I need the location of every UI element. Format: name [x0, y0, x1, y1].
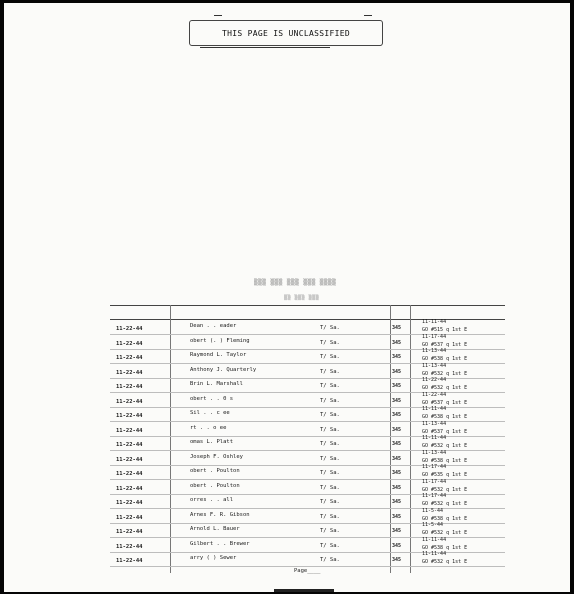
row-org-code: 345: [392, 368, 402, 375]
row-grade: T/ Sa.: [320, 383, 340, 389]
row-org-code: 345: [392, 513, 402, 520]
row-name: obert . Poulton: [190, 482, 240, 489]
row-order-ref: GO #538 q 1st E: [422, 544, 468, 551]
row-order-date: 11-5-44: [422, 507, 444, 514]
row-date: 11-22-44: [116, 355, 143, 361]
faded-heading: ▒▒▒ ▒▒▒ ▒▒▒ ▒▒▒ ▒▒▒▒: [254, 279, 337, 286]
row-order-date: 11-11-44: [422, 406, 447, 412]
row-date: 11-22-44: [116, 413, 143, 419]
row-date: 11-22-44: [116, 500, 143, 506]
row-grade: T/ Sa.: [320, 470, 340, 476]
row-order-date: 11-11-44: [422, 536, 447, 543]
row-name: obert . Poulton: [190, 468, 240, 474]
row-order-ref: GO #538 q 1st E: [422, 414, 468, 420]
row-name: orres . . all: [190, 497, 234, 503]
row-name: Arnes F. R. Gibson: [190, 511, 250, 518]
row-order-ref: GO #532 q 1st E: [422, 443, 468, 449]
row-order-date: 11-17-44: [422, 478, 447, 485]
row-date: 11-22-44: [116, 529, 143, 535]
row-order-date: 11-11-44: [422, 319, 447, 325]
scratch-mark: [274, 589, 334, 592]
row-org-code: 345: [392, 426, 402, 433]
row-grade: T/ Sa.: [320, 499, 340, 505]
row-order-date: 11-22-44: [422, 391, 447, 398]
page-footer: Page____: [294, 568, 321, 574]
row-date: 11-22-44: [116, 456, 143, 463]
row-grade: T/ Sa.: [320, 426, 340, 433]
row-grade: T/ Sa.: [320, 354, 340, 360]
row-name: obert (. ) Fleming: [190, 337, 250, 344]
row-grade: T/ Sa.: [320, 339, 340, 346]
row-org-code: 345: [392, 412, 402, 418]
row-name: rt . . o ee: [190, 424, 227, 431]
scratch-mark: [200, 47, 330, 48]
scratch-mark: [364, 15, 372, 16]
row-grade: T/ Sa.: [320, 513, 340, 520]
table-row: [110, 507, 505, 524]
row-date: 11-22-44: [116, 398, 143, 405]
row-order-date: 11-13-44: [422, 348, 447, 354]
row-name: Arnold L. Bauer: [190, 526, 240, 532]
row-order-ref: GO #537 q 1st E: [422, 399, 468, 406]
row-date: 11-22-44: [116, 471, 143, 477]
row-order-date: 11-13-44: [422, 449, 447, 456]
row-order-ref: GO #538 q 1st E: [422, 515, 468, 522]
row-org-code: 345: [392, 542, 402, 549]
row-order-date: 11-17-44: [422, 493, 447, 499]
row-grade: T/ Sa.: [320, 397, 340, 404]
row-order-ref: GO #532 q 1st E: [422, 486, 468, 493]
row-name: Joseph F. Oshley: [190, 453, 243, 460]
row-date: 11-22-44: [116, 340, 143, 347]
row-name: obert . . 0 s: [190, 395, 234, 402]
classification-text: THIS PAGE IS UNCLASSIFIED: [222, 28, 350, 38]
row-org-code: 345: [392, 557, 402, 563]
row-order-ref: GO #532 q 1st E: [422, 530, 468, 536]
row-date: 11-22-44: [116, 427, 143, 434]
row-date: 11-22-44: [116, 558, 143, 564]
row-order-date: 11-11-44: [422, 435, 447, 441]
row-order-date: 11-22-44: [422, 377, 447, 383]
row-org-code: 345: [392, 397, 402, 404]
row-order-date: 11-13-44: [422, 420, 447, 427]
row-order-ref: GO #537 q 1st E: [422, 428, 468, 435]
row-org-code: 345: [392, 441, 402, 447]
row-org-code: 345: [392, 339, 402, 346]
row-org-code: 345: [392, 470, 402, 476]
row-order-ref: GO #538 q 1st E: [422, 457, 468, 464]
row-org-code: 345: [392, 528, 402, 534]
table-row: [110, 551, 505, 567]
row-name: Anthony J. Quarterly: [190, 366, 257, 373]
row-grade: T/ Sa.: [320, 441, 340, 447]
row-org-code: 345: [392, 325, 402, 331]
row-grade: T/ Sa.: [320, 412, 340, 418]
row-name: Brin L. Marshall: [190, 381, 243, 387]
row-grade: T/ Sa.: [320, 368, 340, 375]
row-org-code: 345: [392, 455, 402, 462]
roster-table: [110, 305, 505, 573]
row-grade: T/ Sa.: [320, 484, 340, 491]
row-order-date: 11-17-44: [422, 333, 447, 340]
row-order-date: 11-17-44: [422, 464, 447, 470]
row-order-ref: GO #532 q 1st E: [422, 385, 468, 391]
faded-subheading: ▒▒ ▒▒▒ ▒▒▒: [284, 295, 320, 301]
row-order-ref: GO #532 q 1st E: [422, 370, 468, 377]
row-order-ref: GO #532 q 1st E: [422, 559, 468, 565]
row-order-date: 11-13-44: [422, 362, 447, 369]
row-date: 11-22-44: [116, 442, 143, 448]
row-org-code: 345: [392, 484, 402, 491]
row-org-code: 345: [392, 354, 402, 360]
row-order-ref: GO #535 q 1st E: [422, 472, 468, 478]
row-grade: T/ Sa.: [320, 455, 340, 462]
row-order-ref: GO #532 q 1st E: [422, 501, 468, 507]
table-row: [110, 493, 505, 509]
row-order-ref: GO #537 q 1st E: [422, 341, 468, 348]
scratch-mark: [214, 15, 222, 16]
row-grade: T/ Sa.: [320, 557, 340, 563]
classification-banner: [189, 20, 383, 46]
row-name: Dean . . eader: [190, 323, 237, 329]
row-name: omas L. Platt: [190, 439, 234, 445]
row-order-date: 11-5-44: [422, 522, 444, 528]
row-grade: T/ Sa.: [320, 528, 340, 534]
row-date: 11-22-44: [116, 384, 143, 390]
row-name: Gilbert . . Brewer: [190, 540, 250, 547]
row-org-code: 345: [392, 499, 402, 505]
row-name: Sil . . c ee: [190, 410, 230, 416]
row-date: 11-22-44: [116, 485, 143, 492]
row-date: 11-22-44: [116, 543, 143, 550]
row-date: 11-22-44: [116, 369, 143, 376]
row-order-ref: GO #538 q 1st E: [422, 356, 468, 362]
row-grade: T/ Sa.: [320, 542, 340, 549]
row-name: arry ( ) Sewer: [190, 555, 237, 561]
row-order-date: 11-11-44: [422, 551, 447, 557]
row-date: 11-22-44: [116, 514, 143, 521]
row-grade: T/ Sa.: [320, 325, 340, 331]
row-name: Raymond L. Taylor: [190, 352, 247, 358]
document-page: [4, 3, 570, 592]
row-order-ref: GO #515 q 1st E: [422, 327, 468, 333]
row-org-code: 345: [392, 383, 402, 389]
row-date: 11-22-44: [116, 326, 143, 332]
